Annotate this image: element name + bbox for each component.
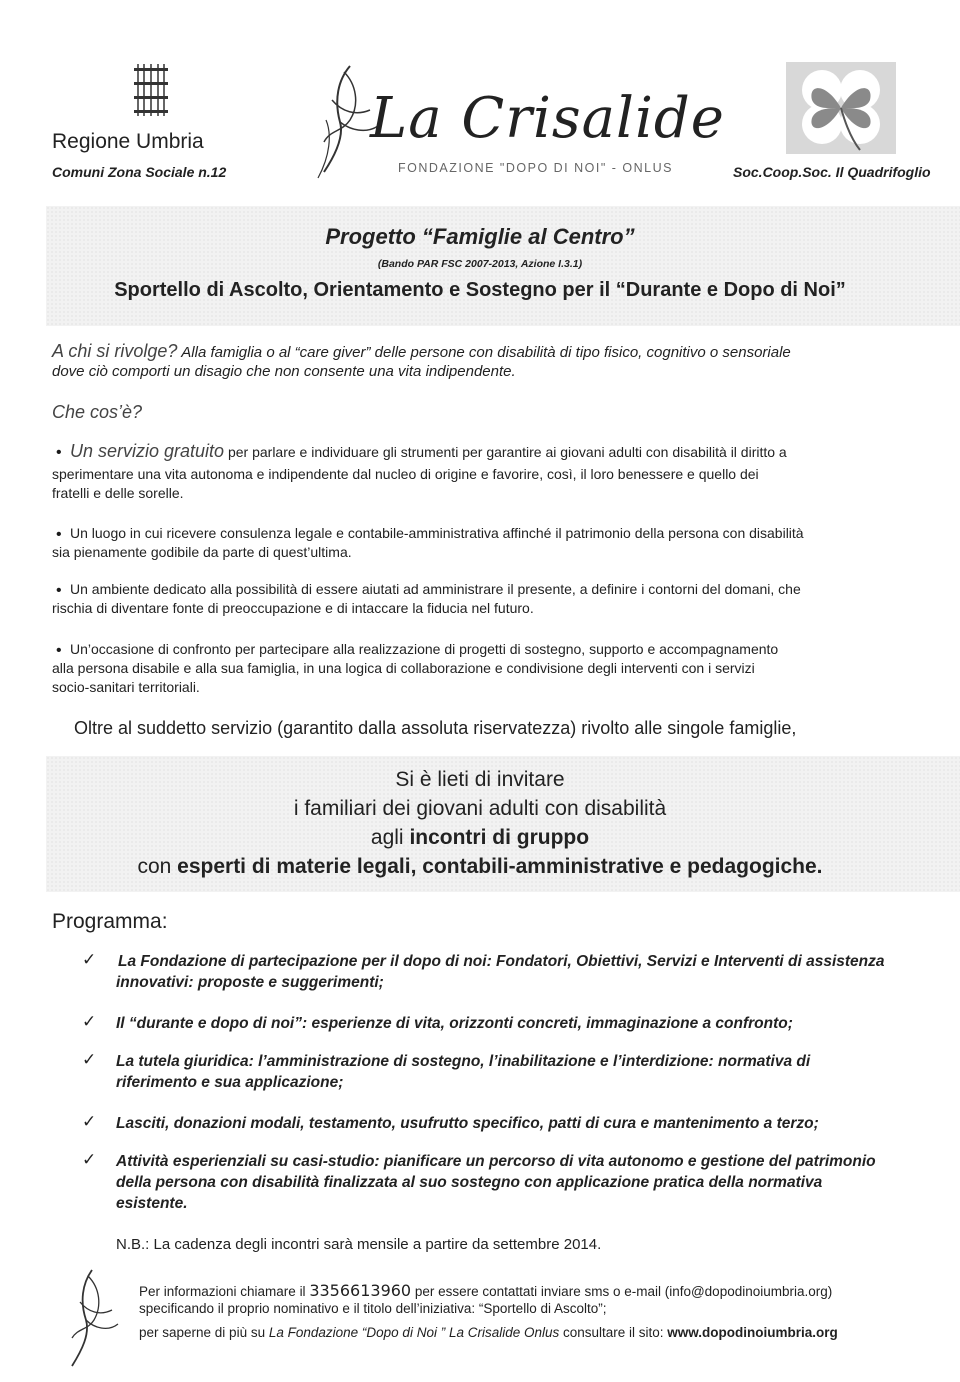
invite-line4	[0, 855, 960, 879]
bullet-dot: •	[56, 526, 62, 543]
programma-title: Programma:	[52, 910, 168, 933]
footer-more-text: per saperne di più su	[139, 1325, 269, 1340]
footer-line2: specificando il proprio nominativo e il titolo dell’iniziativa: “Sportello di Ascolto”;	[139, 1301, 607, 1316]
bullet-1-lead: Un servizio gratuito	[70, 441, 225, 461]
check-icon: ✓	[82, 1150, 97, 1169]
check-icon: ✓	[82, 950, 97, 969]
invite-experts: esperti di materie legali, contabili-amministrative e pedagogiche.	[177, 855, 823, 878]
bullet-4-line2: alla persona disabile e alla sua famiglia, in una logica di collaborazione e condivisione degli interventi con i servizi	[52, 660, 755, 676]
question-target: A chi si rivolge?	[52, 341, 178, 361]
zona-sociale-label: Comuni Zona Sociale n.12	[52, 164, 227, 180]
bullet-3-line2: rischia di diventare fonte di preoccupazione e di intaccare la fiducia nel futuro.	[52, 600, 534, 616]
bullet-dot: •	[56, 444, 62, 461]
bullet-1-text: per parlare e individuare gli strumenti per garantire ai giovani adulti con disabilità il diritto a	[224, 444, 787, 460]
quadrifoglio-name: Soc.Coop.Soc. Il Quadrifoglio	[733, 164, 931, 180]
check-icon: ✓	[82, 1050, 97, 1069]
bullet-4-line1: Un’occasione di confronto per partecipare alla realizzazione di progetti di sostegno, supporto e accompagnamento	[70, 641, 779, 657]
invite-line2: i familiari dei giovani adulti con disabilità	[293, 797, 667, 820]
phone-number[interactable]: 3356613960	[309, 1281, 412, 1300]
program-item-3-line2: riferimento e sua applicazione;	[116, 1074, 344, 1091]
bullet-1-line2: sperimentare una vita autonoma e indipendente dal nucleo di origine e favorire, così, il loro benessere e quello dei	[52, 466, 759, 482]
program-item-1-line1: La Fondazione di partecipazione per il dopo di noi: Fondatori, Obiettivi, Servizi e Interventi di assistenza	[118, 953, 885, 970]
regione-umbria-name: Regione Umbria	[52, 130, 204, 153]
check-icon: ✓	[82, 1112, 97, 1131]
project-subtitle: Sportello di Ascolto, Orientamento e Sostegno per il “Durante e Dopo di Noi”	[114, 279, 846, 301]
bullet-1-line1	[70, 442, 960, 462]
program-item-5-line3: esistente.	[116, 1195, 188, 1212]
bullet-2-line1: Un luogo in cui ricevere consulenza legale e contabile-amministrativa affinché il patrimonio della persona con disabilità	[70, 525, 804, 541]
project-bando: (Bando PAR FSC 2007-2013, Azione I.3.1)	[377, 258, 583, 270]
invite-line3-pre: agli	[370, 826, 410, 849]
footer-contact-text: per essere contattati inviare sms o e-mail (info@dopodinoiumbria.org)	[411, 1284, 833, 1299]
footer-foundation-name: La Fondazione “Dopo di Noi ” La Crisalide Onlus	[268, 1325, 560, 1340]
bullet-dot: •	[56, 642, 62, 659]
regione-umbria-emblem	[134, 62, 168, 118]
oltre-sentence: Oltre al suddetto servizio (garantito dalla assoluta riservatezza) rivolto alle singole famiglie,	[74, 718, 797, 738]
program-item-4-line1: Lasciti, donazioni modali, testamento, usufrutto specifico, patti di cura e mantenimento a terzo;	[116, 1115, 819, 1132]
nb-note: N.B.: La cadenza degli incontri sarà mensile a partire da settembre 2014.	[116, 1236, 602, 1253]
footer-call-text: Per informazioni chiamare il	[139, 1284, 310, 1299]
invite-group-meetings: incontri di gruppo	[409, 826, 590, 849]
program-item-5-line2: della persona con disabilità finalizzata al suo sostegno con applicazione pratica della normativa	[116, 1174, 823, 1191]
four-leaf-clover-logo-icon	[786, 62, 896, 154]
program-item-3-line1: La tutela giuridica: l’amministrazione di sostegno, l’inabilitazione e l’interdizione: normativa di	[116, 1053, 811, 1070]
check-icon: ✓	[82, 1012, 97, 1031]
bullet-dot: •	[56, 582, 62, 599]
question-what-is-it: Che cos’è?	[52, 402, 143, 422]
bullet-2-line2: sia pienamente godibile da parte di quest’ultima.	[52, 544, 352, 560]
butterfly-logo-icon	[62, 1266, 122, 1376]
program-item-1-line2: innovativi: proposte e suggerimenti;	[116, 974, 384, 991]
bullet-4-line3: socio-sanitari territoriali.	[52, 679, 200, 695]
footer-line3	[139, 1325, 838, 1340]
footer-line1	[139, 1281, 832, 1300]
invite-line1: Si è lieti di invitare	[395, 768, 565, 791]
footer-consult-text: consultare il sito:	[559, 1325, 668, 1340]
intro-target-paragraph	[52, 342, 957, 362]
target-answer-line1: Alla famiglia o al “care giver” delle persone con disabilità di tipo fisico, cognitivo o sensoriale	[181, 344, 791, 361]
bullet-1-line3: fratelli e delle sorelle.	[52, 485, 184, 501]
project-title: Progetto “Famiglie al Centro”	[325, 224, 635, 249]
program-item-5-line1: Attività esperienziali su casi-studio: pianificare un percorso di vita autonomo e gestione del patrimonio	[116, 1153, 876, 1170]
bullet-3-line1: Un ambiente dedicato alla possibilità di essere aiutati ad amministrare il presente, a definire i contorni del domani, che	[70, 581, 801, 597]
fondazione-subtitle: FONDAZIONE "DOPO DI NOI" - ONLUS	[398, 161, 673, 175]
invite-line3	[0, 826, 960, 850]
target-answer-line2: dove ciò comporti un disagio che non consente una vita indipendente.	[52, 363, 516, 380]
invite-line4-pre: con	[137, 855, 178, 878]
program-item-2-line1: Il “durante e dopo di noi”: esperienze di vita, orizzonti concreti, immaginazione a confronto;	[116, 1015, 793, 1032]
la-crisalide-title: La Crisalide	[370, 86, 725, 151]
website-link[interactable]: www.dopodinoiumbria.org	[667, 1325, 838, 1340]
